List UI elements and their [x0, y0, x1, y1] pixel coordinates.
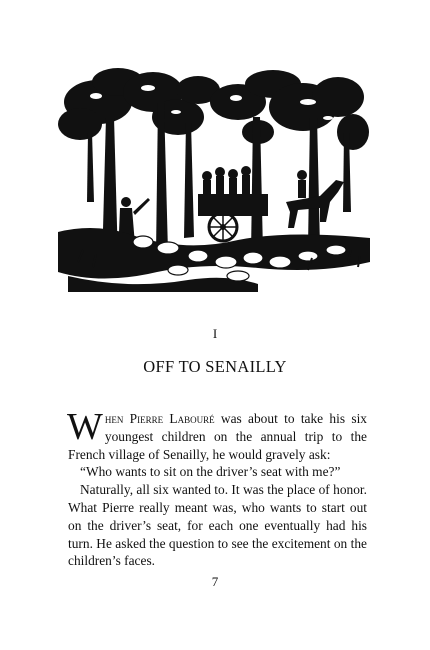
paragraph-1: [67, 406, 367, 463]
tree-canopy: [58, 68, 369, 150]
chapter-body: [67, 406, 367, 570]
paragraph-2: “Who wants to sit on the driver’s seat with me?”: [80, 464, 341, 480]
chapter-title: OFF TO SENAILLY: [143, 357, 287, 376]
opening-small-caps: hen Pierre Labouré: [104, 411, 215, 426]
paragraph-1-text: was about to take his six youngest children on the annual trip to the French village of Senailly, he would gravely ask:: [68, 411, 367, 462]
drop-cap: W: [67, 406, 103, 448]
page-number: 7: [211, 574, 219, 589]
paragraph-3: Naturally, all six wanted to. It was the place of honor. What Pierre really meant was, who wants to start out on the driver’s seat, for each one eventually had his turn. He asked the question to see the excitement on the children’s faces.: [68, 482, 367, 569]
chapter-number: I: [212, 326, 218, 341]
woodcut-carriage-trees-illustration: [58, 62, 370, 294]
